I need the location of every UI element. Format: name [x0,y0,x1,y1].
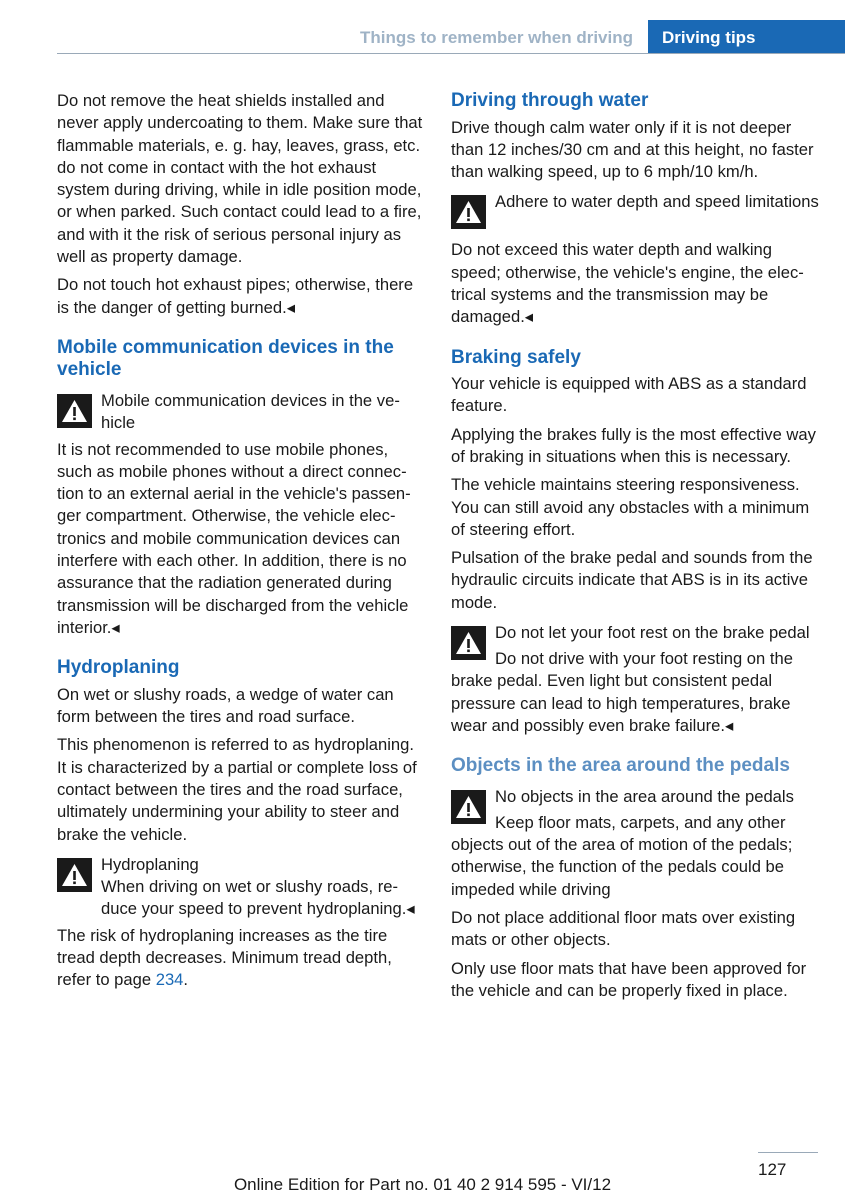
water-warning [451,191,819,235]
warning-triangle-icon [451,626,486,660]
brake-pedal-warning-body: Do not drive with your foot resting on the brake pedal. Even light but consistent pedal pressure can lead to high temperatures, brake wear and possibly even brake failure.◂ [451,649,793,735]
hydroplaning-p1: On wet or slushy roads, a wedge of water can form between the tires and road surface. [57,684,394,727]
pedals-heading: Objects in the area around the pedals [451,755,790,777]
braking-heading: Braking safely [451,346,581,368]
exhaust-paragraph: Do not touch hot exhaust pipes; otherwise, there is the danger of getting burned.◂ [57,275,414,317]
pedals-warning-body: Keep floor mats, carpets, and any other objects out of the area of motion of the pedals; otherwise, the function of the pedals could be impeded while driving [451,812,793,899]
water-p1: Drive though calm water only if it is not deeper than 12 inches/30 cm and at this height, no faster than walking speed, up to 6 mph/10 km/h. [451,117,814,182]
pedals-p2: Only use floor mats that have been approved for the vehicle and can be properly fixed in place. [451,958,807,1000]
water-body: Do not exceed this water depth and walking speed; otherwise, the vehicle's engine, the electrical systems and the transmission may be damaged.◂ [451,240,804,327]
header-crumb: Things to remember when driving [360,28,633,47]
warning-triangle-icon [57,858,92,892]
braking-p4: Pulsation of the brake pedal and sounds from the hydraulic circuits indicate that ABS is in its active mode. [451,548,813,612]
left-column [57,90,425,998]
header-tab: Driving tips [648,20,845,54]
footer-edition: Online Edition for Part no. 01 40 2 914 595 - VI/12 [233,1175,612,1194]
mobile-warning-title: Mobile communication devices in the vehicle [101,390,400,433]
hydroplaning-heading: Hydroplaning [57,657,180,679]
brake-pedal-warning-title: Do not let your foot rest on the brake pedal [495,623,810,643]
braking-p3: The vehicle maintains steering responsiveness. You can still avoid any obstacles with a minimum of steering effort. [451,475,810,539]
heat-shield-paragraph: Do not remove the heat shields installed and never apply undercoating to them. Make sure that flammable materials, e. g. hay, leaves, grass, etc. do not come in contact with the hot exhaust system during driving, while in idle position mode, or when parked. Such contact could lead to a fire, and with it the risk of serious personal injury as well as property damage. [57,91,423,267]
warning-triangle-icon [451,195,486,229]
water-heading: Driving through water [451,90,649,111]
page-link[interactable]: 234 [155,970,184,990]
header-rule [57,53,845,54]
warning-triangle-icon [451,790,486,824]
mobile-warning [57,390,425,435]
hydroplaning-warning-body: When driving on wet or slushy roads, reduce your speed to prevent hydroplaning.◂ [101,877,415,919]
page-number: 127 [758,1160,787,1179]
pedals-warning-title: No objects in the area around the pedals [495,786,794,806]
hydroplaning-warning-title: Hydroplaning [101,854,199,874]
right-column [451,90,819,1008]
hydroplaning-warning [57,854,425,921]
braking-p1: Your vehicle is equipped with ABS as a standard feature. [451,374,807,416]
tread-depth-paragraph: The risk of hydroplaning increases as the tire tread depth decreases. Minimum tread depth, refer to page 234. [57,925,392,990]
braking-p2: Applying the brakes fully is the most effective way of braking in situations when this is necessary. [451,424,816,466]
water-warning-title: Adhere to water depth and speed limitations [495,192,819,212]
mobile-heading: Mobile communication devices in the vehicle [57,336,394,381]
mobile-body: It is not recommended to use mobile phones, such as mobile phones without a direct connection to an external aerial in the vehicle's passenger compartment. Otherwise, the vehicle electronics and mobile communication devices can interfere with each other. In addition, there is no assurance that the radiation generated during transmission will be discharged from the vehicle interior.◂ [57,439,411,637]
pedals-warning [451,786,819,830]
brake-pedal-warning [451,622,819,666]
warning-triangle-icon [57,394,92,428]
footer-rule [758,1152,818,1153]
pedals-p1: Do not place additional floor mats over existing mats or other objects. [451,907,796,950]
hydroplaning-p2: This phenomenon is referred to as hydroplaning. It is characterized by a partial or complete loss of contact between the tires and the road surface, ultimately undermining your ability to steer and brake the vehicle. [57,735,417,844]
